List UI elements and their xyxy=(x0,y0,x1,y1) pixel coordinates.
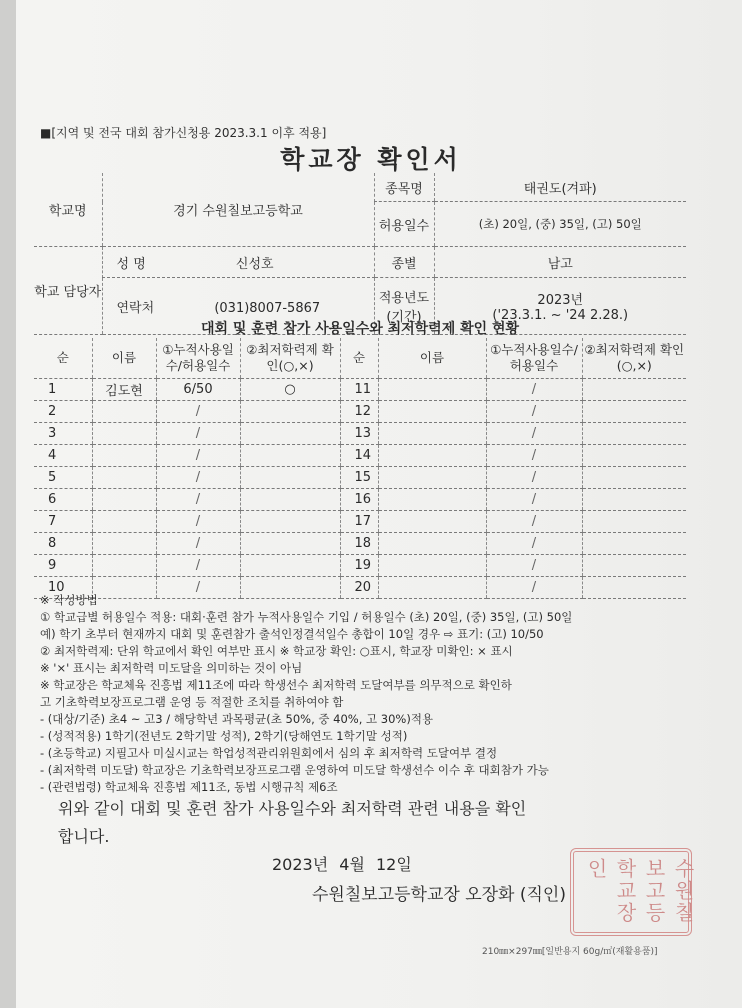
roster-row xyxy=(34,467,686,489)
note-line: ① 학교급별 허용일수 적용: 대회·훈련 참가 누적사용일수 기입 / 허용일수 (초) 20일, (중) 35일, (고) 50일 xyxy=(40,610,573,624)
roster-row xyxy=(34,555,686,577)
roster-row xyxy=(34,423,686,445)
cell-name xyxy=(378,489,486,511)
cell-days: / xyxy=(156,533,240,555)
cell-days: / xyxy=(156,555,240,577)
issue-date: 2023년 4월 12일 xyxy=(272,855,412,874)
note-line: ② 최저학력제: 단위 학교에서 확인 여부만 표시 ※ 학교장 확인: ○표시, 학교장 미확인: × 표시 xyxy=(40,644,513,658)
cell-days: / xyxy=(156,489,240,511)
principal-signature-line: 수원칠보고등학교장 오장화 (직인) xyxy=(312,885,566,905)
name-value: 신성호 xyxy=(235,256,274,272)
name-row xyxy=(102,247,374,278)
roster-row xyxy=(34,379,686,401)
cell-days: / xyxy=(156,467,240,489)
cell-name xyxy=(92,401,156,423)
col-no: 순 xyxy=(34,338,92,379)
cell-no: 13 xyxy=(340,423,378,445)
gender-value: 남고 xyxy=(434,247,686,278)
cell-no: 16 xyxy=(340,489,378,511)
cell-days: / xyxy=(486,511,582,533)
cell-check xyxy=(240,555,340,577)
cell-check xyxy=(582,467,686,489)
col-name: 이름 xyxy=(92,338,156,379)
cell-check xyxy=(240,533,340,555)
section-title: 대회 및 훈련 참가 사용일수와 최저학력제 확인 현황 xyxy=(200,321,520,337)
cell-no: 4 xyxy=(34,445,92,467)
roster-row xyxy=(34,401,686,423)
note-line: ※ 학교장은 학교체육 진흥법 제11조에 따라 학생선수 최저학력 도달여부를 의무적으로 확인하 xyxy=(40,678,512,692)
cell-no: 1 xyxy=(34,379,92,401)
cell-days: / xyxy=(156,423,240,445)
cell-no: 11 xyxy=(340,379,378,401)
cell-name xyxy=(92,467,156,489)
col-min-academic: ②최저학력제 확인(○,×) xyxy=(582,338,686,379)
cell-no: 20 xyxy=(340,577,378,599)
cell-days: / xyxy=(156,511,240,533)
apply-period-value: ('23.3.1. ~ '24 2.28.) xyxy=(492,308,629,323)
seal-text: 수원칠보고등학교장인 xyxy=(584,858,695,924)
applicability-tag: ■[지역 및 전국 대회 참가신청용 2023.3.1 이후 적용] xyxy=(40,126,327,140)
note-line: 고 기초학력보장프로그램 운영 등 적절한 조치를 취하여야 함 xyxy=(40,695,344,709)
cell-no: 18 xyxy=(340,533,378,555)
cell-check xyxy=(240,423,340,445)
roster-row xyxy=(34,511,686,533)
cell-days: / xyxy=(486,555,582,577)
col-no: 순 xyxy=(340,338,378,379)
document-title: 학교장 확인서 xyxy=(280,145,462,174)
cell-check: ○ xyxy=(240,379,340,401)
cell-days: / xyxy=(486,401,582,423)
note-line: - (초등학교) 지필고사 미실시교는 학업성적관리위원회에서 심의 후 최저학력 도달여부 결정 xyxy=(40,746,498,760)
cell-no: 6 xyxy=(34,489,92,511)
apply-year-value: 2023년 xyxy=(537,293,584,308)
school-value: 경기 수원칠보고등학교 xyxy=(102,173,374,247)
confirm-line-1: 위와 같이 대회 및 훈련 참가 사용일수와 최저학력 관련 내용을 확인 xyxy=(58,799,527,818)
cell-name xyxy=(378,379,486,401)
roster-body xyxy=(34,379,686,599)
cell-check xyxy=(240,445,340,467)
cell-no: 7 xyxy=(34,511,92,533)
cell-check xyxy=(582,533,686,555)
cell-days: 6/50 xyxy=(156,379,240,401)
cell-check xyxy=(582,489,686,511)
col-name: 이름 xyxy=(378,338,486,379)
cell-no: 12 xyxy=(340,401,378,423)
official-seal-stamp xyxy=(570,848,695,936)
cell-days: / xyxy=(156,401,240,423)
note-line: - (대상/기준) 초4 ~ 고3 / 해당학년 과목평균(초 50%, 중 40%, 고 30%)적용 xyxy=(40,712,434,726)
cell-check xyxy=(582,445,686,467)
cell-name xyxy=(378,445,486,467)
note-line: ※ 작성방법 xyxy=(40,593,98,607)
cell-name xyxy=(92,533,156,555)
cell-days: / xyxy=(486,445,582,467)
confirm-line-2: 합니다. xyxy=(58,827,110,846)
cell-no: 2 xyxy=(34,401,92,423)
cell-check xyxy=(582,577,686,599)
info-table xyxy=(34,173,686,335)
cell-days: / xyxy=(486,533,582,555)
cell-name xyxy=(378,511,486,533)
apply-year-label: 적용년도 (기간) xyxy=(374,278,434,335)
cell-check xyxy=(240,489,340,511)
event-label: 종목명 xyxy=(374,173,434,202)
cell-name xyxy=(92,511,156,533)
cell-check xyxy=(582,511,686,533)
cell-no: 9 xyxy=(34,555,92,577)
cell-name xyxy=(378,533,486,555)
cell-days: / xyxy=(156,445,240,467)
cell-no: 8 xyxy=(34,533,92,555)
cell-name: 김도현 xyxy=(92,379,156,401)
cell-name xyxy=(92,555,156,577)
manager-label: 학교 담당자 xyxy=(34,247,102,335)
cell-name xyxy=(378,423,486,445)
cell-no: 14 xyxy=(340,445,378,467)
roster-row xyxy=(34,445,686,467)
cell-name xyxy=(92,489,156,511)
event-value: 태권도(겨파) xyxy=(434,173,686,202)
confirmation-statement xyxy=(58,795,526,851)
cell-check xyxy=(582,401,686,423)
allowed-days-value: (초) 20일, (중) 35일, (고) 50일 xyxy=(434,202,686,247)
note-line: 예) 학기 초부터 현재까지 대회 및 훈련참가 출석인정결석일수 총합이 10일 경우 ⇨ 표기: (고) 10/50 xyxy=(40,627,544,641)
cell-days: / xyxy=(156,577,240,599)
cell-name xyxy=(378,467,486,489)
cell-check xyxy=(582,555,686,577)
note-line: - (관련법령) 학교체육 진흥법 제11조, 동법 시행규칙 제6조 xyxy=(40,780,338,794)
cell-no: 15 xyxy=(340,467,378,489)
cell-days: / xyxy=(486,467,582,489)
note-line: ※ '×' 표시는 최저학력 미도달을 의미하는 것이 아님 xyxy=(40,661,303,675)
cell-no: 5 xyxy=(34,467,92,489)
paper-spec-footer: 210㎜×297㎜[일반용지 60g/㎡(재활용품)] xyxy=(482,947,658,957)
cell-no: 3 xyxy=(34,423,92,445)
cell-no: 19 xyxy=(340,555,378,577)
writing-instructions xyxy=(40,592,572,796)
cell-name xyxy=(92,445,156,467)
cell-name xyxy=(92,423,156,445)
cell-name xyxy=(378,401,486,423)
cell-check xyxy=(582,379,686,401)
school-label: 학교명 xyxy=(34,173,102,247)
cell-check xyxy=(240,467,340,489)
cell-days: / xyxy=(486,379,582,401)
col-days: ①누적사용일수/허용일수 xyxy=(156,338,240,379)
roster-row xyxy=(34,533,686,555)
cell-days: / xyxy=(486,577,582,599)
allowed-days-label: 허용일수 xyxy=(374,202,434,247)
cell-no: 10 xyxy=(34,577,92,599)
col-days: ①누적사용일수/허용일수 xyxy=(486,338,582,379)
cell-check xyxy=(240,401,340,423)
roster-table xyxy=(34,338,686,599)
note-line: - (최저학력 미도달) 학교장은 기초학력보장프로그램 운영하여 미도달 학생선수 이수 후 대회참가 가능 xyxy=(40,763,549,777)
gender-label: 종별 xyxy=(374,247,434,278)
cell-check xyxy=(582,423,686,445)
note-line: - (성적적용) 1학기(전년도 2학기말 성적), 2학기(당해연도 1학기말 성적) xyxy=(40,729,408,743)
cell-days: / xyxy=(486,489,582,511)
contact-value: (031)8007-5867 xyxy=(214,300,321,316)
cell-name xyxy=(378,555,486,577)
cell-days: / xyxy=(486,423,582,445)
col-min-academic: ②최저학력제 확인(○,×) xyxy=(240,338,340,379)
name-label: 성 명 xyxy=(116,256,146,272)
cell-no: 17 xyxy=(340,511,378,533)
cell-check xyxy=(240,511,340,533)
roster-row xyxy=(34,489,686,511)
contact-label: 연락처 xyxy=(116,300,155,316)
